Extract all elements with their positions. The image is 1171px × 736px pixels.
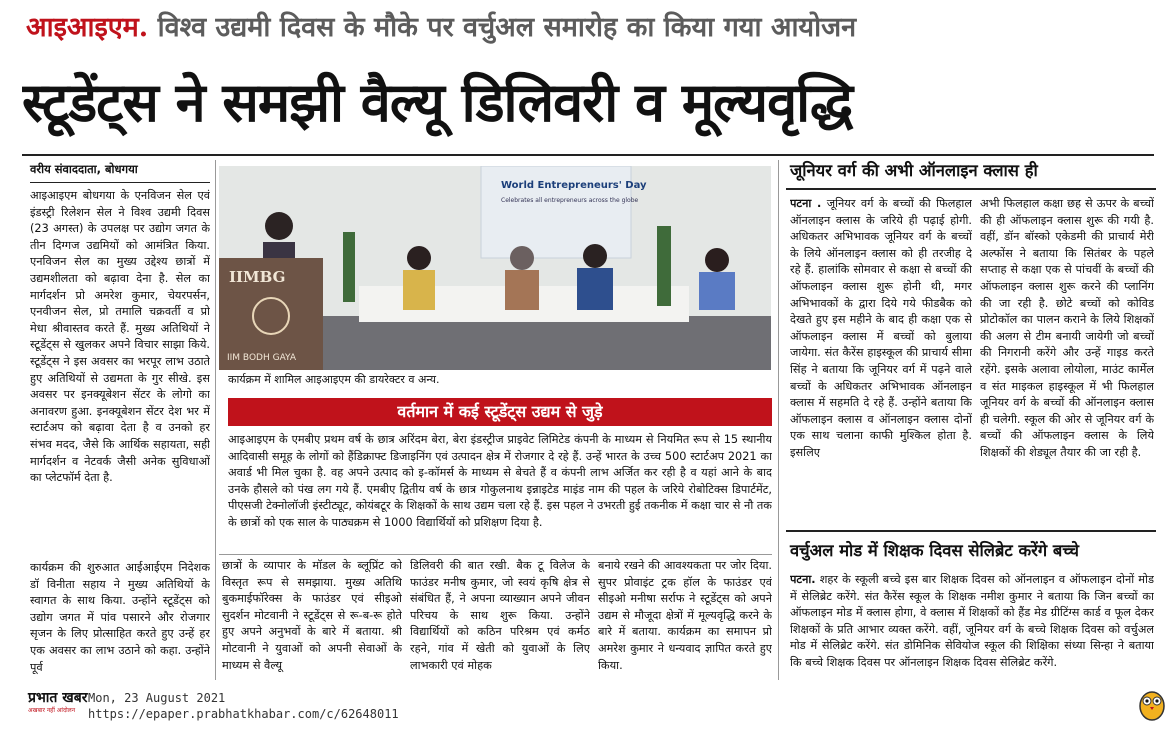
article-col1: आइआइएम बोधगया के एनविजन सेल एवं इंडस्ट्री रिलेशन सेल ने विश्व उद्यमी दिवस (23 अगस्त) के उपलक्ष पर उद्योग जगत के तीन दिग्गज उद्यमियों को आमंत्रित किया. एनविजन सेल का मुख्य उद्देश्य छात्रों में उद्यमशीलता को बढ़ावा देना है. सेल का मार्गदर्शन प्रो अमरेश कुमार, चेयरपर्सन, एनवीजन सेल, प्रो तमालि चक्रवर्ती व प्रो मेधा श्रीवास्तव करते हैं. मुख्य अतिथियों ने स्टूडेंट्स से खुलकर अपने विचार साझा किये. स्टूडेंट्स ने इस अवसर का भरपूर लाभ उठाते हुए अतिथियों से उद्यमता के गुर सीखे. इस अवसर पर इनक्यूबेशन सेंटर के लोगो का अनावरण हुआ. इनक्यूबेशन सेंटर देश भर में स्टार्टअप को बढ़ावा देता है व उनको हर संभव मदद, जैसे कि आर्थिक सहायता, सही मार्गदर्शन व नेटवर्क जैसी अनेक सुविधाओं का प्लेटफॉर्म देता है. (30, 189, 210, 485)
epaper-link[interactable]: https://epaper.prabhatkhabar.com/c/62648011 (88, 707, 399, 721)
banner-sub: Celebrates all entrepreneurs across the globe (501, 197, 639, 204)
edition-date: Mon, 23 August 2021 (88, 691, 226, 705)
side1-heading: जूनियर वर्ग की अभी ऑनलाइन क्लास ही (790, 161, 1038, 180)
side2-heading: वर्चुअल मोड में शिक्षक दिवस सेलिब्रेट करेंगे बच्चे (790, 541, 1080, 560)
podium-text: IIMBG (229, 268, 286, 286)
side1-left-text: जूनियर वर्ग के बच्चों की फिलहाल ऑनलाइन क्लास के जरिये ही पढ़ाई होगी. अधिकतर अभिभावक जूनियर वर्ग के बच्चों के लिये ऑनलाइन क्लास को ही तरजीह दे रहे हैं. हालांकि सोमवार से कक्षा से बच्चों की ऑफलाइन क्लास शुरू होनी थी, मगर अभिभावकों के द्वारा दिये गये फीडबैक को देखते हुए इस महीने के बाद ही कक्षा एक से ऑफलाइन क्लास में बच्चों को बुलाया जायेगा. संत कैरेंस हाइस्कूल की प्राचार्य सीमा सिंह ने बताया कि जूनियर वर्ग में पढ़ने वाले बच्चों के अधिकतर अभिभावक ऑनलाइन क्लास में सहमति दे रहे हैं. उन्होंने बताया कि ऑफलाइन क्लास व ऑनलाइन क्लास दोनों एक साथ चलाना काफी मुश्किल होता है. इसलिए (790, 197, 972, 459)
banner-title: World Entrepreneurs' Day (501, 180, 647, 191)
side2-dateline: पटना. (790, 573, 816, 586)
logo-tagline: अखबार नहीं आंदोलन (28, 707, 76, 714)
podium-logo: IIM BODH GAYA (227, 353, 296, 363)
side2-top-rule (786, 530, 1156, 532)
side1-right-col: अभी फिलहाल कक्षा छह से ऊपर के बच्चों की ही ऑफलाइन क्लास शुरू की गयी है. वहीं, डॉन बॉस्को एकेडमी की प्राचार्य मेरी अल्फोंस ने बताया कि सितंबर के पहले सप्ताह से कक्षा एक से पांचवीं के बच्चों की ऑफलाइन क्लास शुरू करने की प्लानिंग की जा रही है. छोटे बच्चों को कोविड प्रोटोकॉल का पालन कराने के लिये शिक्षकों की अलग से टीम बनायी जायेगी जो बच्चों की निगरानी करेंगे और उन्हें गाइड करते रहेंगे. इसके अलावा लोयोला, माउंट कार्मेल व संत माइकल हाइस्कूल में भी फिलहाल जूनियर वर्ग के बच्चों की ऑनलाइन क्लास ही चलेगी. स्कूल की ओर से जूनियर वर्ग के बच्चों की ऑफलाइन क्लास के लिये शिक्षकों की शेड्यूल तैयार की जा रही है. (980, 197, 1154, 459)
prabhat-khabar-logo (28, 689, 90, 719)
headline-rule (22, 154, 1154, 156)
col-divider (778, 160, 779, 680)
main-headline: स्टूडेंट्स ने समझी वैल्यू डिलिवरी व मूल्यवृद्धि (22, 71, 853, 134)
article-center: आइआइएम के एमबीए प्रथम वर्ष के छात्र अरिंदम बेरा, बेरा इंडस्ट्रीज प्राइवेट लिमिटेड कंपनी के माध्यम से नियमित रूप से 15 स्थानीय आदिवासी समूह के लोगों को हैंडिक्राफ्ट डिजाइनिंग एवं उत्पादन क्षेत्र में रोजगार दे रहे हैं. उन्हें भारत के उच्च 500 स्टार्टअप 2021 का अवार्ड भी मिल चुका है. वह अपने उत्पाद को इ-कॉमर्स के माध्यम से बेचते हैं व कंपनी लाभ अर्जित कर रही है व यहां आने के बाद उनके हौसले को पंख लग गये हैं. एमबीए द्वितीय वर्ष के छात्र गोकुलनाथ इन्नाइटेड माइंड नाम की पहल के जरिये रोबोटिक्स डिपार्टमेंट, पीएसजी टेक्नोलॉजी इंस्टीट्यूट, कोयंबटूर के शिक्षकों के साथ उद्यम चला रहे हैं. इस पहल ने उभरती हुई तकनीक में कक्षा चार से नौ तक के छात्रों को एक साल के पाठ्यक्रम से 1000 विद्यार्थियों को प्रशिक्षण दिया है. (228, 433, 772, 529)
subhead-band: वर्तमान में कई स्टूडेंट्स उद्यम से जुड़े (228, 398, 772, 426)
kicker-text: विश्व उद्यमी दिवस के मौके पर वर्चुअल समारोह का किया गया आयोजन (157, 12, 857, 43)
article-col2: छात्रों के व्यापार के मॉडल के ब्लूप्रिंट को विस्तृत रूप से समझाया. मुख्य अतिथि बुकमाईफॉरेक्स के फाउंडर एवं सीइओ सुदर्शन मोटवानी ने स्टूडेंट्स से रू-ब-रू होते हुए अपने अनुभवों के बारे में बताया. श्री मोटवानी ने युवाओं को अपनी सेवाओं के माध्यम से वैल्यू (222, 559, 402, 672)
side1-rule (786, 188, 1156, 190)
byline: वरीय संवाददाता, बोधगया (30, 162, 138, 176)
photo-illustration (219, 166, 771, 370)
side1-left-col (790, 196, 972, 526)
owl-icon (1138, 686, 1166, 722)
kicker-brand: आइआइएम. (26, 12, 149, 43)
article-col4: बनाये रखने की आवश्यकता पर जोर दिया. सुपर प्रोवाइंट ट्रक हॉल के फाउंडर एवं सीइओ मनीषा सर्राफ ने स्टूडेंट्स को अपने उद्यम से मौजूदा क्षेत्रों में मूल्यवृद्धि करने के बारे में बताया. कार्यक्रम का समापन प्रो अमरेश कुमार ने धन्यवाद ज्ञापित करते हुए किया. (598, 559, 772, 672)
side2-text: शहर के स्कूली बच्चे इस बार शिक्षक दिवस को ऑनलाइन व ऑफलाइन दोनों मोड में सेलिब्रेट करेंगे. संत कैरेंस स्कूल के शिक्षक नमीश कुमार ने बताया कि जिन बच्चों का ऑफलाइन मोड में क्लास होगा, वे क्लास में शिक्षकों को हैंड मेड ग्रीटिंग्स कार्ड व फूल देकर शिक्षकों के प्रति आभार व्यक्त करेंगे. वहीं, जूनियर वर्ग के बच्चे शिक्षक दिवस को वर्चुअल मोड में सेलिब्रेट करेंगे. संत डोमिनिक सेवियोज स्कूल की शिक्षिका संध्या सिन्हा ने बताया कि बच्चे शिक्षक दिवस पर ऑनलाइन शिक्षक दिवस सेलिब्रेट करेंगे. (790, 573, 1154, 669)
byline-rule (30, 182, 210, 183)
kicker-line (26, 6, 1156, 50)
event-photo (219, 166, 771, 370)
article-col1b: कार्यक्रम की शुरुआत आईआईएम निदेशक डॉ विनीता सहाय ने मुख्य अतिथियों के स्वागत के साथ किया. उन्होंने स्टूडेंट्स को उद्योग जगत में पांव पसारने और रोजगार सृजन के लिए प्रोत्साहित करते हुए उन्हें हर एक अवसर का लाभ उठाने को कहा. उन्होंने पूर्व (30, 561, 210, 674)
side2-body (790, 572, 1154, 684)
photo-caption: कार्यक्रम में शामिल आइआइएम की डायरेक्टर व अन्य. (228, 373, 440, 386)
center-rule (219, 554, 772, 555)
article-col3: डिलिवरी की बात रखी. बैक टू विलेज के फाउंडर मनीष कुमार, जो स्वयं कृषि क्षेत्र से संबंधित हैं, ने अपना व्याख्यान अपने जीवन परिचय के साथ शुरू किया. उन्होंने विद्यार्थियों को कठिन परिश्रम एवं कर्मठ रहने, गांव में खेती को युवाओं के लिए लाभकारी एवं मोहक (410, 559, 590, 672)
side1-dateline: पटना . (790, 197, 822, 210)
col-divider (215, 160, 216, 680)
logo-text: प्रभात खबर (28, 690, 88, 706)
